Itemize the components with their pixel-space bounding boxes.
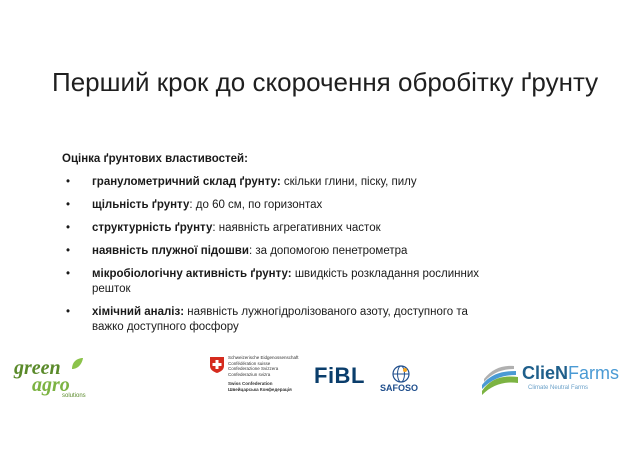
bullet-term: наявність плужної підошви xyxy=(92,245,249,257)
bullet-icon: • xyxy=(66,222,71,234)
list-item xyxy=(62,244,482,259)
slide-title: Перший крок до скорочення обробітку ґрунту xyxy=(52,67,599,97)
bullet-term: гранулометричний склад ґрунту: xyxy=(92,176,281,188)
list-item xyxy=(62,305,482,335)
logo-text: agro xyxy=(32,374,70,396)
list-item xyxy=(62,175,482,190)
logo-text: solutions xyxy=(62,393,86,399)
bullet-icon: • xyxy=(66,199,71,211)
logo-text: Climate Neutral Farms xyxy=(528,385,589,391)
bullet-term: мікробіологічну активність ґрунту: xyxy=(92,268,292,280)
green-agro-logo xyxy=(14,359,94,399)
clienfarms-logo xyxy=(476,355,636,405)
bullet-list xyxy=(62,175,482,335)
list-item xyxy=(62,267,482,297)
bullet-icon: • xyxy=(66,245,71,257)
bullet-icon: • xyxy=(66,306,71,318)
bullet-term: щільність ґрунту xyxy=(92,199,190,211)
bullet-text: : за допомогою пенетрометра xyxy=(248,245,408,257)
bullet-term: хімічний аналіз: xyxy=(92,306,185,318)
bullet-text: наявність лужногідролізованого азоту, доступного та важко доступного фосфору xyxy=(92,306,468,333)
bullet-icon: • xyxy=(66,268,71,280)
swiss-cross-icon xyxy=(210,357,224,373)
logo-text: Swiss Confederation xyxy=(228,381,273,386)
bullet-icon: • xyxy=(66,176,71,188)
bullet-text: швидкість розкладання рослинних решток xyxy=(92,268,480,295)
logo-text: ClieNFarms xyxy=(522,363,620,383)
logo-text: Швейцарська Конфедерація xyxy=(228,386,292,392)
bullet-text: : до 60 см, по горизонтах xyxy=(189,199,323,211)
logo-text: Confederaziun svizra xyxy=(228,371,271,377)
logo-text: Schweizerische Eidgenossenschaft xyxy=(228,355,299,360)
swiss-text xyxy=(228,355,318,392)
leaf-icon xyxy=(70,357,84,371)
slide-content xyxy=(62,152,482,343)
landscape-icon xyxy=(480,361,520,397)
logo-text: Confederazione Svizzera xyxy=(228,366,279,371)
swiss-confederation-logo xyxy=(206,355,306,405)
globe-icon xyxy=(392,365,410,383)
logo-text: green xyxy=(14,357,61,379)
bullet-text: : наявність агрегативних часток xyxy=(212,222,381,234)
list-item xyxy=(62,198,482,213)
logo-text: SAFOSO xyxy=(380,383,419,393)
bullet-term: структурність ґрунту xyxy=(92,222,213,234)
list-item xyxy=(62,221,482,236)
safoso-logo xyxy=(380,365,430,395)
section-heading: Оцінка ґрунтових властивостей: xyxy=(62,153,248,165)
bullet-text: скільки глини, піску, пилу xyxy=(280,176,417,188)
partner-logos xyxy=(0,345,640,425)
fibl-logo: FiBL xyxy=(314,363,365,388)
logo-text: Confédération suisse xyxy=(228,360,271,366)
